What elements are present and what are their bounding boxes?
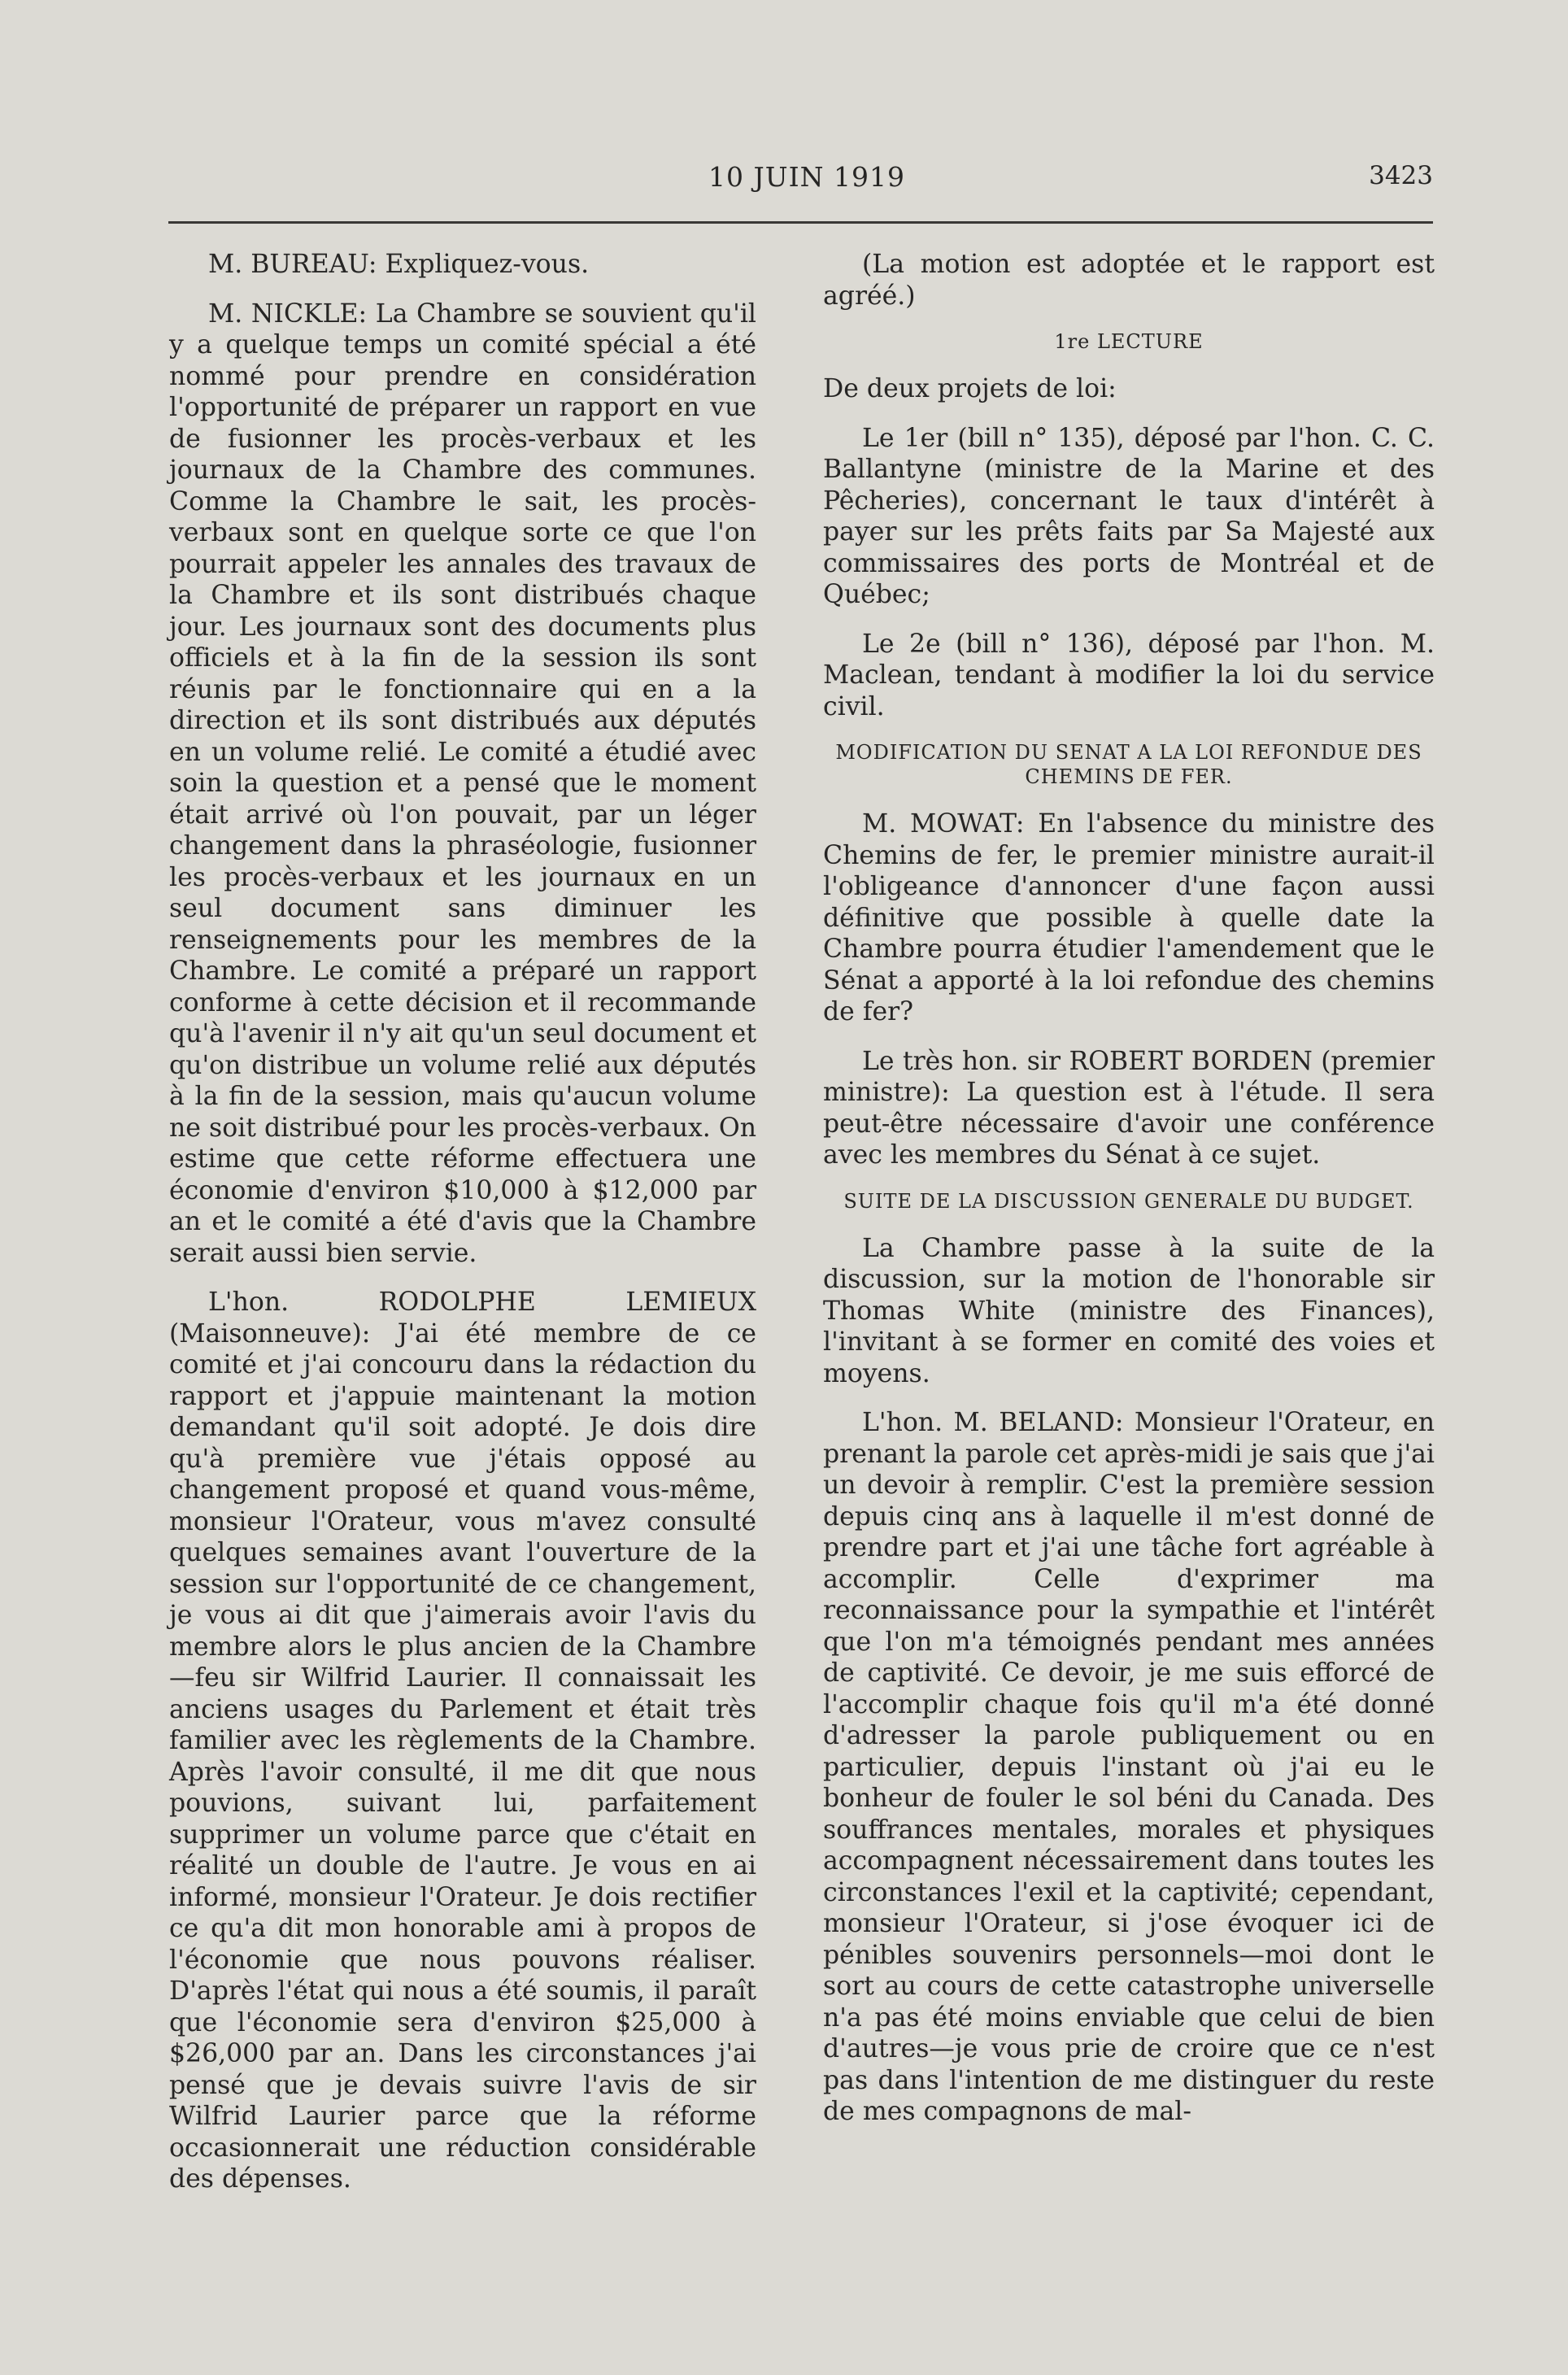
header-rule: [168, 221, 1433, 224]
section-heading: 1re LECTURE: [1054, 330, 1204, 353]
paragraph: De deux projets de loi:: [823, 374, 1117, 403]
paragraph: Le très hon. sir ROBERT BORDEN (premier ministre): La question est à l'étude. Il sera peut-être nécessaire d'avoir une conférence avec les membres du Sénat à ce sujet.: [823, 1046, 1435, 1170]
paragraph: L'hon. M. BELAND: Monsieur l'Orateur, en prenant la parole cet après-midi je sais que j'ai un devoir à remplir. C'est la première session depuis cinq ans à laquelle il m'est donné de prendre part et j'ai une tâche fort agréable à accomplir. Celle d'exprimer ma reconnaissance pour la sympathie et l'intérêt que l'on m'a témoignés pendant mes années de captivité. Ce devoir, je me suis efforcé de l'accomplir chaque fois qu'il m'a été donné d'adresser la parole publiquement ou en particulier, depuis l'instant où j'ai eu le bonheur de fouler le sol béni du Canada. Des souffrances mentales, morales et physiques accompagnent nécessairement dans toutes les circonstances l'exil et la captivité; cependant, monsieur l'Orateur, si j'ose évoquer ici de pénibles souvenirs personnels—moi dont le sort au cours de cette catastrophe universelle n'a pas été moins enviable que celui de bien d'autres—je vous prie de croire que ce n'est pas dans l'intention de me distinguer du reste de mes compagnons de mal-: [823, 1408, 1435, 2126]
paragraph: M. NICKLE: La Chambre se souvient qu'il y a quelque temps un comité spécial a été nommé pour prendre en considération l'opportunité de préparer un rapport en vue de fusionner les procès-verbaux et les journaux de la Chambre des communes. Comme la Chambre le sait, les procès-verbaux sont en quelque sorte ce que l'on pourrait appeler les annales des travaux de la Chambre et ils sont distribués chaque jour. Les journaux sont des documents plus officiels et à la fin de la session ils sont réunis par le fonctionnaire qui en a la direction et ils sont distribués aux députés en un volume relié. Le comité a étudié avec soin la question et a pensé que le moment était arrivé où l'on pouvait, par un léger changement dans la phraséologie, fusionner les procès-verbaux et les journaux en un seul document sans diminuer les renseignements pour les membres de la Chambre. Le comité a préparé un rapport conforme à cette décision et il recommande qu'à l'avenir il n'y ait qu'un seul document et qu'on distribue un volume relié aux députés à la fin de la session, mais qu'aucun volume ne soit distribué pour les procès-verbaux. On estime que cette réforme effectuera une économie d'environ $10,000 à $12,000 par an et le comité a été d'avis que la Chambre serait aussi bien servie.: [169, 299, 756, 1268]
paragraph: M. MOWAT: En l'absence du ministre des Chemins de fer, le premier ministre aurait-il l'obligeance d'annoncer d'une façon aussi définitive que possible à quelle date la Chambre pourra étudier l'amendement que le Sénat a apporté à la loi refondue des chemins de fer?: [823, 809, 1435, 1026]
paragraph: Le 1er (bill n° 135), déposé par l'hon. C. C. Ballantyne (ministre de la Marine et des Pêcheries), concernant le taux d'intérêt à payer sur les prêts faits par Sa Majesté aux commissaires des ports de Montréal et de Québec;: [823, 423, 1435, 609]
page-header: [181, 161, 1433, 202]
paragraph: M. BUREAU: Expliquez-vous.: [208, 250, 590, 279]
header-date: 10 JUIN 1919: [708, 161, 905, 193]
paragraph: Le 2e (bill n° 136), déposé par l'hon. M. Maclean, tendant à modifier la loi du service civil.: [823, 629, 1435, 721]
paragraph: L'hon. RODOLPHE LEMIEUX (Maisonneuve): J'ai été membre de ce comité et j'ai concouru dans la rédaction du rapport et j'appuie maintenant la motion demandant qu'il soit adopté. Je dois dire qu'à première vue j'étais opposé au changement proposé et quand vous-même, monsieur l'Orateur, vous m'avez consulté quelques semaines avant l'ouverture de la session sur l'opportunité de ce changement, je vous ai dit que j'aimerais avoir l'avis du membre alors le plus ancien de la Chambre—feu sir Wilfrid Laurier. Il connaissait les anciens usages du Parlement et était très familier avec les règlements de la Chambre. Après l'avoir consulté, il me dit que nous pouvions, suivant lui, parfaitement supprimer un volume parce que c'était en réalité un double de l'autre. Je vous en ai informé, monsieur l'Orateur. Je dois rectifier ce qu'a dit mon honorable ami à propos de l'économie que nous pouvons réaliser. D'après l'état qui nous a été soumis, il paraît que l'économie sera d'environ $25,000 à $26,000 par an. Dans les circonstances j'ai pensé que je devais suivre l'avis de sir Wilfrid Laurier parce que la réforme occasionnerait une réduction considérable des dépenses.: [169, 1288, 756, 2194]
page-number: 3423: [1369, 161, 1433, 190]
section-heading: SUITE DE LA DISCUSSION GENERALE DU BUDGET.: [843, 1189, 1414, 1213]
paragraph: La Chambre passe à la suite de la discussion, sur la motion de l'honorable sir Thomas White (ministre des Finances), l'invitant à se former en comité des voies et moyens.: [823, 1233, 1435, 1388]
left-column: [169, 249, 756, 2213]
section-heading: MODIFICATION DU SENAT A LA LOI REFONDUE DES CHEMINS DE FER.: [835, 741, 1422, 788]
right-column: [823, 249, 1435, 2146]
paragraph: (La motion est adoptée et le rapport est agréé.): [823, 250, 1435, 311]
